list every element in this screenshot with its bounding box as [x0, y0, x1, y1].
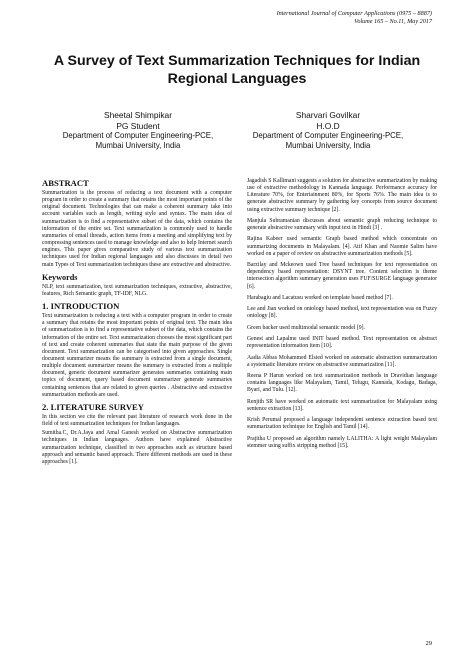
author-name: Sharvari Govilkar	[295, 110, 361, 120]
author-block-2	[238, 110, 418, 150]
survey-paragraph: Prajitha U proposed an algorithm namely LALITHA: A light weight Malayalam stemmer using suffix stripping method [15].	[247, 435, 437, 449]
survey-paragraph: Reena P Harun worked on text summarization methods in Dravidian language contains languages like Malayalam, Tamil, Telugu, Kannada, Kodagu, Badaga, Byari, and Tulu. [12].	[247, 373, 437, 394]
page-number: 29	[425, 640, 432, 647]
survey-paragraph: Lee and Jian worked on ontology based method, text representation was on Fuzzy ontology [8].	[247, 306, 437, 320]
introduction-heading: 1. INTRODUCTION	[42, 301, 120, 312]
literature-survey-paragraph: Sumitha.C, Dr.A.Jaya and Amal Ganesh worked on Abstractive summarization techniques in Indian languages. Authors have explained Abstractive summarization technique, classified in two approaches such as structure based approach and semantic based approach. There different methods are used in these approaches [1].	[42, 430, 232, 465]
author-block-1	[48, 110, 228, 150]
author-department: Department of Computer Engineering-PCE,	[62, 131, 214, 140]
survey-paragraph: Aadia Abbas Mohammed Elsied worked on automatic abstraction summarization a systematic literature review on abstractive summarization [11].	[247, 354, 437, 368]
literature-survey-heading: 2. LITERATURE SURVEY	[42, 401, 144, 412]
right-column	[247, 178, 437, 454]
survey-paragraph: Renjith SR have worked on automatic text summarization for Malayalam using sentence extraction [13].	[247, 398, 437, 412]
journal-header	[172, 10, 432, 26]
survey-paragraph: Manjula Subramanian discusses about semantic graph reducing technique to generate abstractive summary with input text in Hindi [3] .	[247, 217, 437, 232]
introduction-text: Text summarization is reducing a text with a computer program in order to create a summary that retains the most important points of original text. The main idea of summarization is to find a representative subset of the data, which contains the information of the entire set. Text summarization chooses the most significant part of text and create coherent summaries that state the main purpose of the given document. Text summarization can be categorised into given approaches. Single document summarizer means the summary is extracted from a single document, multiple document summarizer means the summary is extracted from a multiple document, generic document summarizer generates summaries containing main topics of document, query based document summarizer generate summaries containing sentences that are related to given queries . Abstractive and extractive summarization methods are used.	[42, 313, 232, 398]
literature-survey-intro: In this section we cite the relevant past literature of research work done in the field of text summarization techniques for Indian languages.	[42, 413, 232, 428]
survey-paragraph: Genest and Lapalme used INIT based method. Text representation on abstract representation information item [10].	[247, 336, 437, 350]
journal-name: International Journal of Computer Applications (0975 – 8887)	[276, 10, 432, 17]
survey-paragraph: Barzilay and Mckeown used Tree based techniques for text representation on dependency based representation: DSYNT tree. Content selection is theme intersection algorithm summary generation uses FUF/SURGE language generator [6].	[247, 262, 437, 290]
paper-title: A Survey of Text Summarization Techniques for Indian Regional Languages	[53, 53, 421, 87]
survey-paragraph: Jagadish S Kallimani suggests a solution for abstractive summarization by making use of extractive methodology in Kannada language. Performance accuracy for Literature 70%, for Entertainment 80%, for Sports 76%. The main idea is to generate abstractive summary by gathering key concepts from source document using extractive summary technique [2].	[247, 178, 437, 213]
survey-paragraph: Harabagiu and Lacatusu worked on template based method [7].	[247, 294, 393, 301]
author-role: H.O.D	[316, 120, 340, 131]
survey-paragraph: Green backer used multimodal semantic model [9].	[247, 324, 365, 331]
journal-volume: Volume 165 – No.11, May 2017	[354, 18, 432, 25]
author-university: Mumbai University, India	[95, 140, 181, 150]
abstract-text: Summarization is the process of reducing a text document with a computer program in order to create a summary that retains the most important points of the original document. Technologies that can make a coherent summary take into account variables such as length, writing style and syntax. The main idea of summarization is to find a representative subset of the data, which contains the information of the entire set. Text summarization is commonly used to handle summaries of email threads, action items from a meeting and simplifying text by compressing sentences used to manage knowledge and also to help Internet search engines. This paper gives comparative study of various text summarization techniques used for Indian regional languages and also discusses in detail two main Types of Text summarization techniques these are extractive and abstractive.	[42, 190, 232, 268]
author-university: Mumbai University, India	[285, 140, 371, 150]
keywords-text: NLP, text summarization, text summarization techniques, extractive, abstractive, features, Rich Semantic graph, TF-IDF, NLG.	[42, 283, 232, 297]
author-role: PG Student	[116, 120, 160, 131]
left-column	[42, 178, 232, 468]
author-name: Sheetal Shimpikar	[104, 110, 172, 120]
survey-paragraph: Krish Perumal proposed a language independent sentence extraction based text summarization technique for English and Tamil [14].	[247, 417, 437, 431]
keywords-heading: Keywords	[42, 272, 78, 282]
author-department: Department of Computer Engineering-PCE,	[252, 131, 404, 140]
abstract-heading: ABSTRACT	[42, 178, 89, 188]
survey-paragraph: Rajina Kabeer used semantic Graph based method which concentrate on summarizing documents in Malayalam. [4]. Atif Khan and Naomie Salim have worked on a paper of review on abstractive summarization methods [5].	[247, 236, 437, 257]
